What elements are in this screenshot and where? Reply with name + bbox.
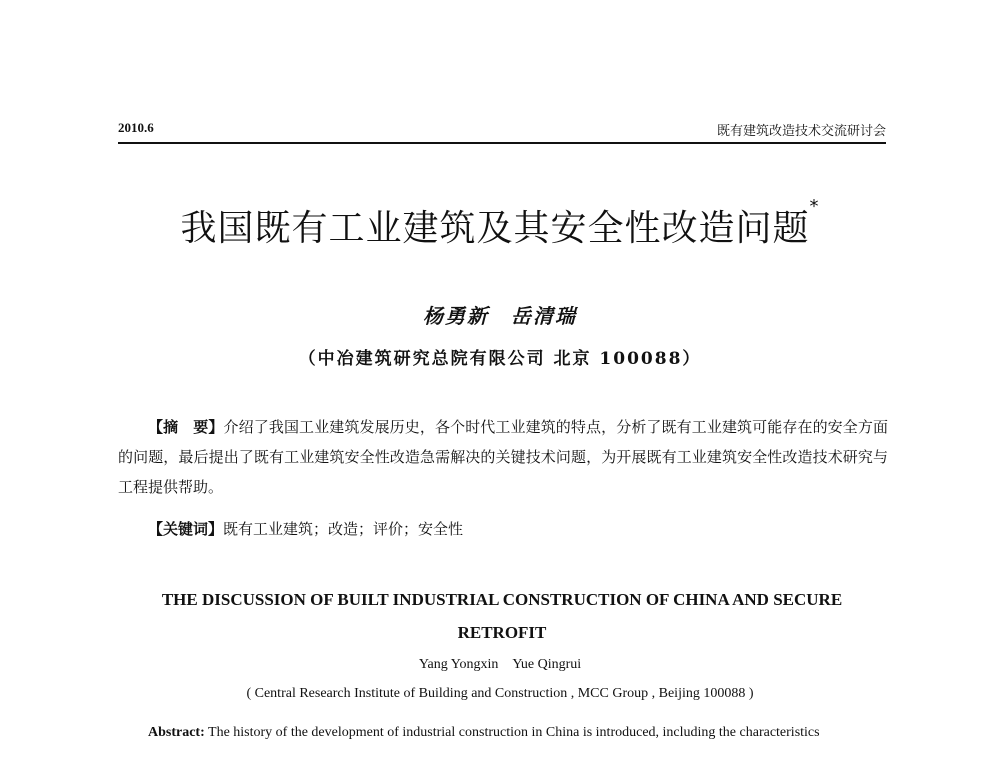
abstract-text-zh: 介绍了我国工业建筑发展历史，各个时代工业建筑的特点，分析了既有工业建筑可能存在的安全方面的问题，最后提出了既有工业建筑安全性改造急需解决的关键技术问题，为开展既有工业建筑安全性改造技术研究与工程提供帮助。 (118, 418, 888, 496)
authors-zh: 杨勇新 岳清瑞 (423, 304, 577, 328)
authors-en: Yang Yongxin Yue Qingrui (418, 657, 582, 672)
affiliation-zh: （中冶建筑研究总院有限公司 北京 100088） (298, 349, 702, 369)
keywords-text-zh: 既有工业建筑；改造；评价；安全性 (223, 520, 464, 538)
running-header (118, 120, 886, 142)
header-rule (118, 142, 886, 144)
paper-title (0, 196, 1000, 251)
title-text: 我国既有工业建筑及其安全性改造问题 (180, 208, 810, 249)
abstract-zh (118, 412, 888, 502)
keywords-label-zh: 【关键词】 (148, 520, 224, 538)
keywords-zh (148, 514, 463, 544)
title-footnote-mark: * (809, 196, 820, 217)
title-en: THE DISCUSSION OF BUILT INDUSTRIAL CONSTRUCTION OF CHINA AND SECURE RETROFIT (161, 590, 843, 642)
header-conference: 既有建筑改造技术交流研讨会 (716, 124, 886, 139)
abstract-en (118, 718, 886, 748)
abstract-label-en: Abstract: (148, 725, 205, 740)
affiliation-en: ( Central Research Institute of Building and Construction , MCC Group , Beijing 100088 ) (246, 686, 754, 701)
abstract-text-en: The history of the development of industrial construction in China is introduced, including the characteristics (204, 725, 820, 740)
abstract-label-zh: 【摘 要】 (148, 418, 224, 436)
header-date: 2010.6 (118, 120, 154, 135)
